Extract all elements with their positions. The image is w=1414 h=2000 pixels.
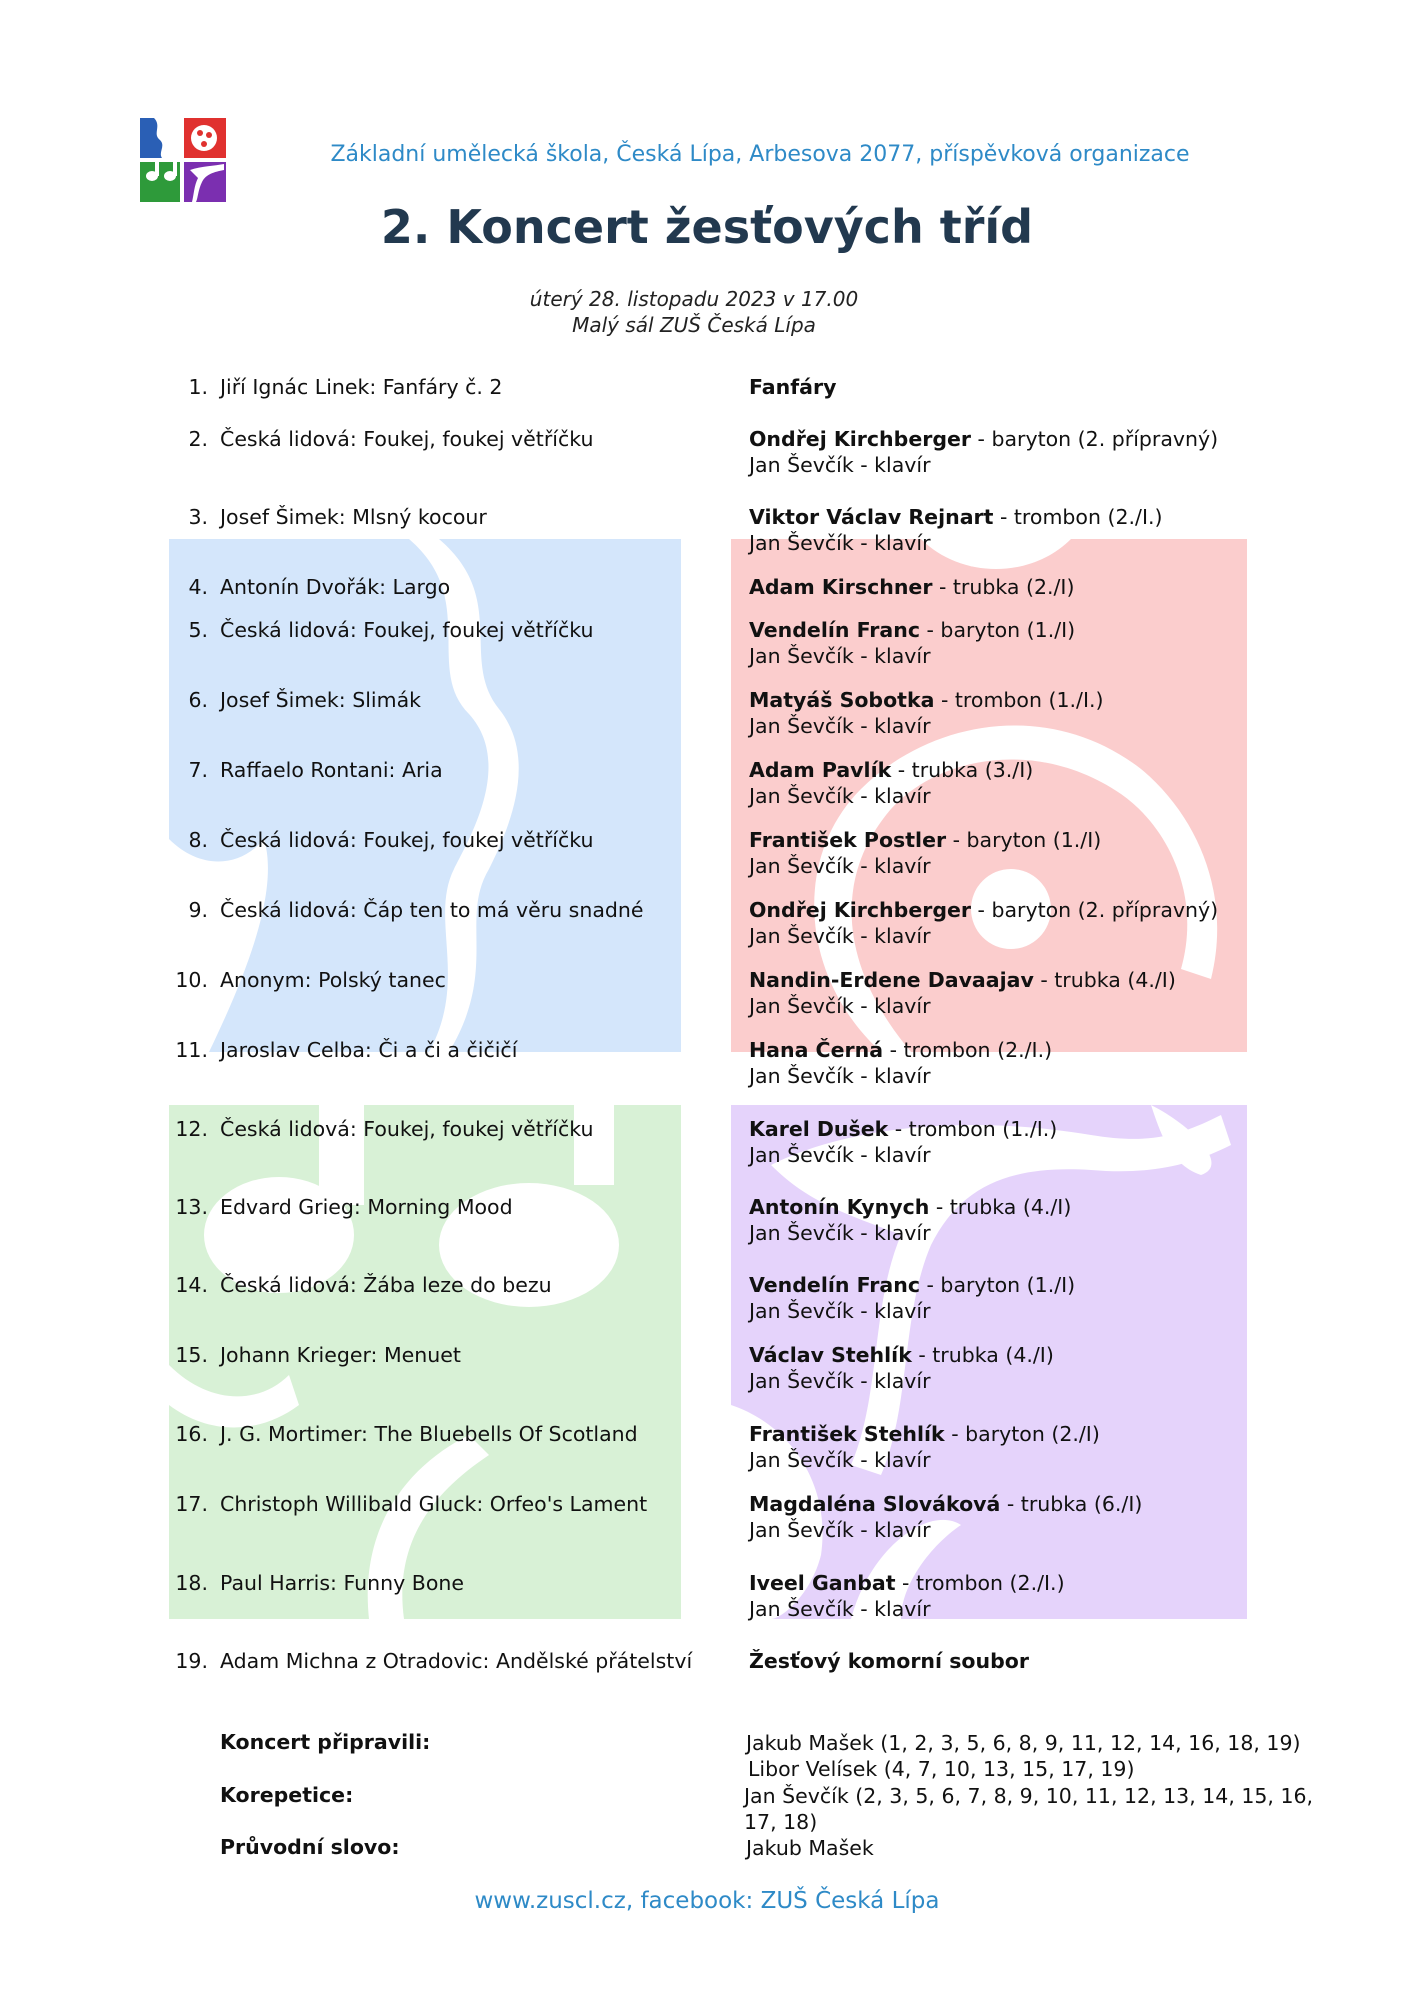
item-number: 18. bbox=[175, 1571, 208, 1595]
instrument-detail: - trombon (1./I.) bbox=[888, 1117, 1058, 1141]
piece-title: Christoph Willibald Gluck: Orfeo's Lament bbox=[220, 1492, 648, 1516]
performer-name: Adam Pavlík bbox=[749, 758, 892, 782]
piece-title: Paul Harris: Funny Bone bbox=[220, 1571, 464, 1595]
performer bbox=[749, 504, 1163, 530]
item-number: 4. bbox=[188, 575, 208, 599]
prepared-line-1: Jakub Mašek (1, 2, 3, 5, 6, 8, 9, 11, 12, 14, 16, 18, 19) bbox=[746, 1731, 1301, 1755]
piece-title: Anonym: Polský tanec bbox=[220, 968, 446, 992]
accompanist: Jan Ševčík - klavír bbox=[749, 784, 931, 808]
performer bbox=[749, 1194, 1071, 1220]
piece-title: Česká lidová: Foukej, foukej větříčku bbox=[220, 618, 594, 642]
performer bbox=[749, 757, 1033, 783]
instrument-detail: - baryton (1./I) bbox=[946, 828, 1102, 852]
instrument-detail: - trubka (4./I) bbox=[911, 1343, 1054, 1367]
instrument-detail: - trombon (2./I.) bbox=[993, 505, 1163, 529]
piece-title: Antonín Dvořák: Largo bbox=[220, 575, 451, 599]
performer bbox=[749, 687, 1104, 713]
item-number: 11. bbox=[175, 1038, 208, 1062]
performer-name: Iveel Ganbat bbox=[749, 1571, 896, 1595]
performer bbox=[749, 1421, 1100, 1447]
performer-name: Nandin-Erdene Davaajav bbox=[749, 968, 1034, 992]
performer-name: Ondřej Kirchberger bbox=[749, 898, 972, 922]
item-number: 5. bbox=[188, 618, 208, 642]
performer-name: Adam Kirschner bbox=[749, 575, 933, 599]
concert-date: úterý 28. listopadu 2023 v 17.00 bbox=[529, 287, 859, 311]
performer-name: Fanfáry bbox=[749, 375, 837, 399]
performer bbox=[749, 1342, 1054, 1368]
accompanist: Jan Ševčík - klavír bbox=[749, 531, 931, 555]
piece-title: Johann Krieger: Menuet bbox=[220, 1343, 461, 1367]
item-number: 14. bbox=[175, 1273, 208, 1297]
instrument-detail: - trubka (4./I) bbox=[929, 1195, 1072, 1219]
performer-name: Viktor Václav Rejnart bbox=[749, 505, 994, 529]
accompanist: Jan Ševčík - klavír bbox=[749, 994, 931, 1018]
item-number: 3. bbox=[188, 505, 208, 529]
performer bbox=[749, 1272, 1075, 1298]
item-number: 13. bbox=[175, 1195, 208, 1219]
performer-name: Žesťový komorní soubor bbox=[749, 1649, 1029, 1673]
performer-name: Karel Dušek bbox=[749, 1117, 889, 1141]
item-number: 12. bbox=[175, 1117, 208, 1141]
piece-title: Raffaelo Rontani: Aria bbox=[220, 758, 443, 782]
piece-title: Česká lidová: Čáp ten to má věru snadné bbox=[220, 898, 644, 922]
instrument-detail: - baryton (1./I) bbox=[920, 1273, 1076, 1297]
item-number: 15. bbox=[175, 1343, 208, 1367]
piece-title: Jaroslav Celba: Či a či a čičičí bbox=[220, 1038, 518, 1062]
instrument-detail: - trubka (3./I) bbox=[891, 758, 1034, 782]
item-number: 6. bbox=[188, 688, 208, 712]
performer bbox=[749, 617, 1075, 643]
accompanist: Jan Ševčík - klavír bbox=[749, 1143, 931, 1167]
instrument-detail: - trubka (6./I) bbox=[1000, 1492, 1143, 1516]
prepared-line-2: Libor Velísek (4, 7, 10, 13, 15, 17, 19) bbox=[748, 1757, 1135, 1781]
instrument-detail: - trubka (2./I) bbox=[932, 575, 1075, 599]
performer bbox=[749, 967, 1176, 993]
instrument-detail: - baryton (2. přípravný) bbox=[971, 898, 1219, 922]
item-number: 19. bbox=[175, 1649, 208, 1673]
accompanist: Jan Ševčík - klavír bbox=[749, 924, 931, 948]
performer-name: Ondřej Kirchberger bbox=[749, 427, 972, 451]
item-number: 9. bbox=[188, 898, 208, 922]
performer bbox=[749, 1037, 1052, 1063]
item-number: 16. bbox=[175, 1422, 208, 1446]
performer bbox=[749, 1570, 1065, 1596]
accompanist: Jan Ševčík - klavír bbox=[749, 714, 931, 738]
performer bbox=[749, 574, 1074, 600]
instrument-detail: - trubka (4./I) bbox=[1033, 968, 1176, 992]
performer-name: František Stehlík bbox=[749, 1422, 945, 1446]
piece-title: Josef Šimek: Mlsný kocour bbox=[220, 505, 487, 529]
instrument-detail: - trombon (2./I.) bbox=[895, 1571, 1065, 1595]
item-number: 17. bbox=[175, 1492, 208, 1516]
piece-title: Česká lidová: Foukej, foukej větříčku bbox=[220, 828, 594, 852]
korepetice-line-2: 17, 18) bbox=[744, 1810, 818, 1834]
slovo-label: Průvodní slovo: bbox=[220, 1835, 400, 1859]
slovo-value: Jakub Mašek bbox=[746, 1836, 874, 1860]
item-number: 8. bbox=[188, 828, 208, 852]
instrument-detail: - trombon (1./I.) bbox=[934, 688, 1104, 712]
accompanist: Jan Ševčík - klavír bbox=[749, 644, 931, 668]
korepetice-line-1: Jan Ševčík (2, 3, 5, 6, 7, 8, 9, 10, 11, 12, 13, 14, 15, 16, bbox=[744, 1784, 1314, 1808]
instrument-detail: - baryton (2./I) bbox=[944, 1422, 1100, 1446]
accompanist: Jan Ševčík - klavír bbox=[749, 1597, 931, 1621]
accompanist: Jan Ševčík - klavír bbox=[749, 1369, 931, 1393]
performer bbox=[749, 897, 1218, 923]
performer-name: Vendelín Franc bbox=[749, 1273, 920, 1297]
performer bbox=[749, 827, 1101, 853]
performer-name: Antonín Kynych bbox=[749, 1195, 930, 1219]
performer bbox=[749, 1491, 1142, 1517]
piece-title: Edvard Grieg: Morning Mood bbox=[220, 1195, 513, 1219]
accompanist: Jan Ševčík - klavír bbox=[749, 854, 931, 878]
school-name: Základní umělecká škola, Česká Lípa, Arbesova 2077, příspěvková organizace bbox=[330, 142, 1190, 167]
performer-name: Matyáš Sobotka bbox=[749, 688, 935, 712]
performer-name: Václav Stehlík bbox=[749, 1343, 912, 1367]
performer-name: Hana Černá bbox=[749, 1038, 884, 1062]
performer-name: Vendelín Franc bbox=[749, 618, 920, 642]
piece-title: J. G. Mortimer: The Bluebells Of Scotland bbox=[220, 1422, 638, 1446]
instrument-detail: - baryton (1./I) bbox=[920, 618, 1076, 642]
piece-title: Česká lidová: Žába leze do bezu bbox=[220, 1273, 552, 1297]
accompanist: Jan Ševčík - klavír bbox=[749, 1448, 931, 1472]
performer-name: Magdaléna Slováková bbox=[749, 1492, 1001, 1516]
item-number: 1. bbox=[188, 375, 208, 399]
item-number: 2. bbox=[188, 427, 208, 451]
performer bbox=[749, 426, 1218, 452]
piece-title: Josef Šimek: Slimák bbox=[220, 688, 422, 712]
piece-title: Jiří Ignác Linek: Fanfáry č. 2 bbox=[220, 375, 503, 399]
instrument-detail: - trombon (2./I.) bbox=[883, 1038, 1053, 1062]
piece-title: Česká lidová: Foukej, foukej větříčku bbox=[220, 427, 594, 451]
item-number: 7. bbox=[188, 758, 208, 782]
korepetice-label: Korepetice: bbox=[220, 1783, 354, 1807]
footer-links[interactable]: www.zuscl.cz, facebook: ZUŠ Česká Lípa bbox=[474, 1888, 940, 1914]
piece-title: Česká lidová: Foukej, foukej větříčku bbox=[220, 1117, 594, 1141]
performer bbox=[749, 1648, 1029, 1674]
item-number: 10. bbox=[175, 968, 208, 992]
performer bbox=[749, 1116, 1057, 1142]
piece-title: Adam Michna z Otradovic: Andělské přátelství bbox=[220, 1649, 693, 1673]
page-title: 2. Koncert žesťových tříd bbox=[380, 200, 1034, 254]
accompanist: Jan Ševčík - klavír bbox=[749, 453, 931, 477]
accompanist: Jan Ševčík - klavír bbox=[749, 1064, 931, 1088]
concert-venue: Malý sál ZUŠ Česká Lípa bbox=[572, 313, 816, 337]
accompanist: Jan Ševčík - klavír bbox=[749, 1221, 931, 1245]
performer-name: František Postler bbox=[749, 828, 947, 852]
instrument-detail: - baryton (2. přípravný) bbox=[971, 427, 1219, 451]
prepared-label: Koncert připravili: bbox=[220, 1730, 431, 1754]
accompanist: Jan Ševčík - klavír bbox=[749, 1518, 931, 1542]
accompanist: Jan Ševčík - klavír bbox=[749, 1299, 931, 1323]
performer bbox=[749, 374, 836, 400]
